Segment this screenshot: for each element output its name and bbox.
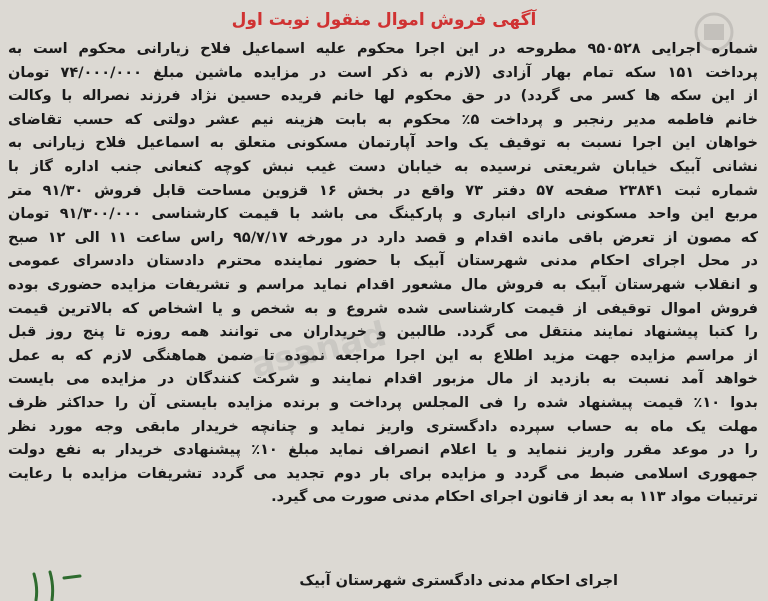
notice-line: جمهوری اسلامی ضبط می گردد و مزایده برای بار دوم تجدید می گردد تشریفات مزایده با رعایت: [8, 465, 758, 482]
watermark-text: asanad: [247, 313, 391, 387]
notice-title: آگهی فروش اموال منقول نوبت اول: [231, 10, 537, 30]
notice-line: شماره اجرایی ۹۵۰۵۲۸ مطروحه در این اجرا محکوم علیه اسماعیل فلاح زیارانی محکوم است به: [8, 41, 758, 57]
notice-line: مربع این واحد مسکونی دارای انباری و پارکینگ می باشد با قیمت کارشناسی ۹۱/۳۰۰/۰۰۰ تومان: [8, 206, 758, 223]
notice-line: بدوا ۱۰٪ قیمت پیشنهاد شده را فی المجلس پرداخت و برنده مزایده بایستی آن را حداکثر ظرف: [8, 394, 758, 411]
notice-line: خانم فاطمه مدیر رنجبر و پرداخت ۵٪ محکوم به بابت هزینه نیم عشر دولتی که حسب تقاضای: [8, 111, 758, 128]
notice-line: ترتیبات مواد ۱۱۳ به بعد از قانون اجرای احکام مدنی صورت می گیرد.: [271, 489, 758, 506]
notice-line: مهلت یک ماه به حساب سپرده دادگستری واریز نماید و چنانچه خریدار مابقی وجه مورد نظر: [8, 418, 758, 435]
notice-line: نشانی آبیک خیابان شریعتی نرسیده به خیابان دست غیب نبش کوچه کنعانی جنب اداره گاز با: [8, 158, 758, 175]
notice-line: را در موعد مقرر واریز ننماید و یا اعلام انصراف نماید مبلغ ۱۰٪ پیشنهادی خریدار به نفع دولت: [8, 442, 758, 459]
notice-line: خواهان این اجرا نسبت به توقیف یک واحد آپارتمان مسکونی متعلق به اسماعیل فلاح زیارانی به: [8, 135, 758, 152]
notice-line: از مراسم مزایده جهت مزید اطلاع به این اجرا مراجعه نموده تا ضمن هماهنگی لازم که به عمل: [8, 347, 758, 364]
handwritten-mark-icon: [28, 568, 88, 601]
notice-line: و انقلاب شهرستان آبیک به فروش مال مشعور اقدام نماید مراسم و تشریفات مزایده حضوری بوده: [8, 276, 758, 293]
notice-body: [8, 38, 758, 510]
notice-line: در محل اجرای احکام مدنی شهرستان آبیک با حضور نماینده محترم دادستان دادسرای عمومی: [8, 253, 758, 270]
notice-line: فروش اموال توقیفی از قیمت کارشناسی شده شروع و به شخص و یا اشخاص که بالاترین قیمت: [8, 300, 758, 317]
notice-line: پرداخت ۱۵۱ سکه تمام بهار آزادی (لازم به ذکر است در مزایده ماشین مبلغ ۷۴/۰۰۰/۰۰۰ تومان: [8, 64, 758, 81]
notice-line: از این سکه ها کسر می گردد) در حق محکوم لها خانم فریده حسین نژاد فرزند نصراله با وکالت: [8, 88, 758, 105]
notice-line: که مصون از تعرض باقی مانده اقدام و قصد دارد در مورخه ۹۵/۷/۱۷ راس ساعت ۱۱ الی ۱۲ صبح: [8, 229, 758, 246]
notice-line: شماره ثبت ۲۳۸۴۱ صفحه ۵۷ دفتر ۷۳ واقع در بخش ۱۶ قزوین مساحت قابل فروش ۹۱/۳۰ متر: [8, 182, 758, 199]
notice-signature: اجرای احکام مدنی دادگستری شهرستان آبیک: [299, 573, 618, 589]
notice-line: را کتبا پیشنهاد نمایند منتقل می گردد. طالبین و خریداران می توانند همه روزه تا پنج روز قبل: [8, 324, 758, 341]
notice-line: خواهد آمد نسبت به بازدید از مال مزبور اقدام نمایند و شرکت کنندگان در مزایده می بایست: [8, 371, 758, 388]
